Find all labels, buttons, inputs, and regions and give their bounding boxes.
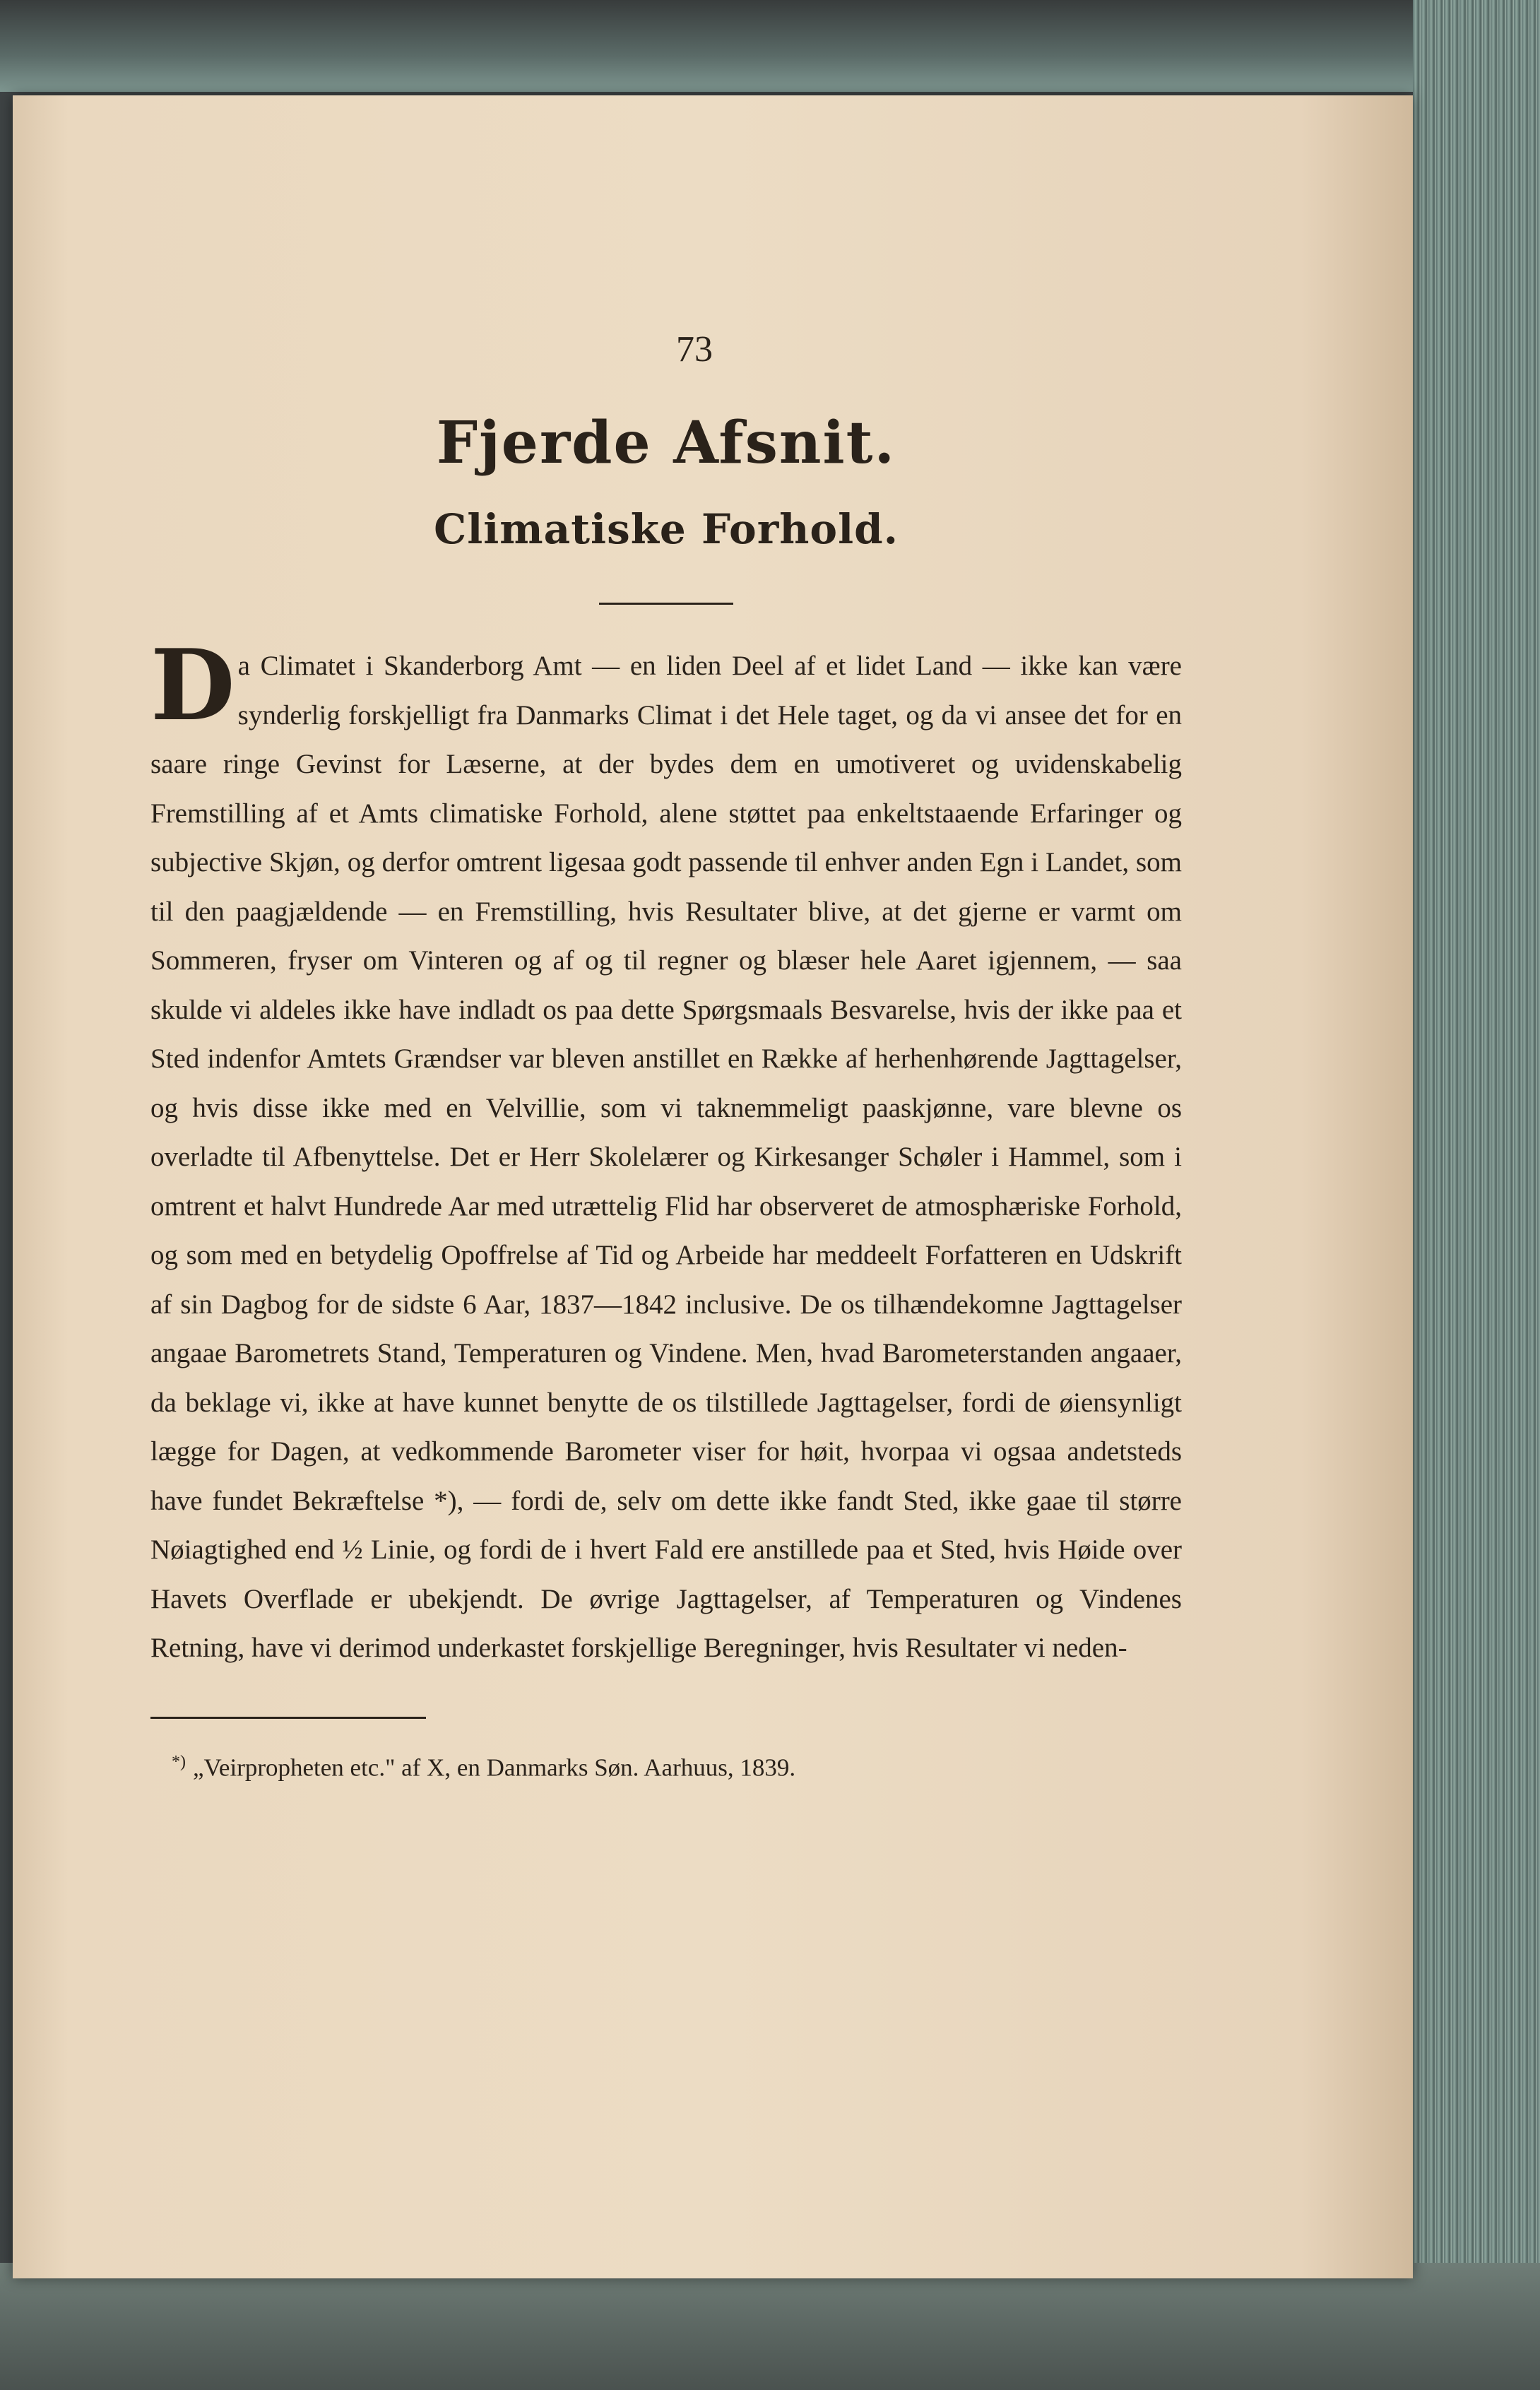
body-paragraph [150, 627, 1182, 1673]
footnote [150, 1753, 1182, 1782]
footnote-rule [150, 1717, 426, 1719]
section-subtitle: Climatiske Forhold. [434, 505, 899, 553]
title-divider [599, 603, 733, 605]
section-title: Fjerde Afsnit. [436, 409, 896, 477]
book-top-edge [0, 0, 1540, 92]
footnote-text: „Veirpropheten etc." af X, en Danmarks Søn. Aarhuus, 1839. [193, 1753, 796, 1782]
drop-cap: D [150, 627, 235, 743]
book-page-edges [1413, 0, 1540, 2390]
page-number: 73 [676, 329, 713, 369]
body-text: a Climatet i Skanderborg Amt — en liden Deel af et lidet Land — ikke kan være synderlig forskjelligt fra Danmarks Climat i det Hele taget, og da vi ansee det for en saare ringe Gevinst for Læserne, at der bydes dem en umotiveret og uvidenskabelig Fremstilling af et Amts climatiske Forhold, alene støttet paa enkeltstaaende Erfaringer og subjective Skjøn, og derfor omtrent ligesaa godt passende til enhver anden Egn i Landet, som til den paagjældende — en Fremstilling, hvis Resultater blive, at det gjerne er varmt om Sommeren, fryser om Vinteren og af og til regner og blæser hele Aaret igjennem, — saa skulde vi aldeles ikke have indladt os paa dette Spørgsmaals Besvarelse, hvis der ikke paa et Sted indenfor Amtets Grændser var bleven anstillet en Række af herhenhørende Jagttagelser, og hvis disse ikke med en Velvillie, som vi taknemmeligt paaskjønne, vare blevne os overladte til Afbenyttelse. Det er Herr Skolelærer og Kirkesanger Schøler i Hammel, som i omtrent et halvt Hundrede Aar med utrættelig Flid har observeret de atmosphæriske Forhold, og som med en betydelig Opoffrelse af Tid og Arbeide har meddeelt Forfatteren en Udskrift af sin Dagbog for de sidste 6 Aar, 1837—1842 inclusive. De os tilhændekomne Jagttagelser angaae Barometrets Stand, Temperaturen og Vindene. Men, hvad Barometerstanden angaaer, da beklage vi, ikke at have kunnet benytte de os tilstillede Jagttagelser, fordi de øiensynligt lægge for Dagen, at vedkommende Barometer viser for høit, hvorpaa vi ogsaa andetsteds have fundet Bekræftelse *), — fordi de, selv om dette ikke fandt Sted, ikke gaae til større Nøiagtighed end ½ Linie, og fordi de i hvert Fald ere anstillede paa et Sted, hvis Høide over Havets Overflade er ubekjendt. De øvrige Jagttagelser, af Temperaturen og Vindenes Retning, have vi derimod underkastet forskjellige Beregninger, hvis Resultater vi neden- [150, 651, 1182, 1663]
footnote-mark: *) [172, 1752, 186, 1771]
book-page [13, 95, 1413, 2278]
book-bottom-edge [0, 2263, 1540, 2390]
page-content [150, 223, 1182, 1782]
